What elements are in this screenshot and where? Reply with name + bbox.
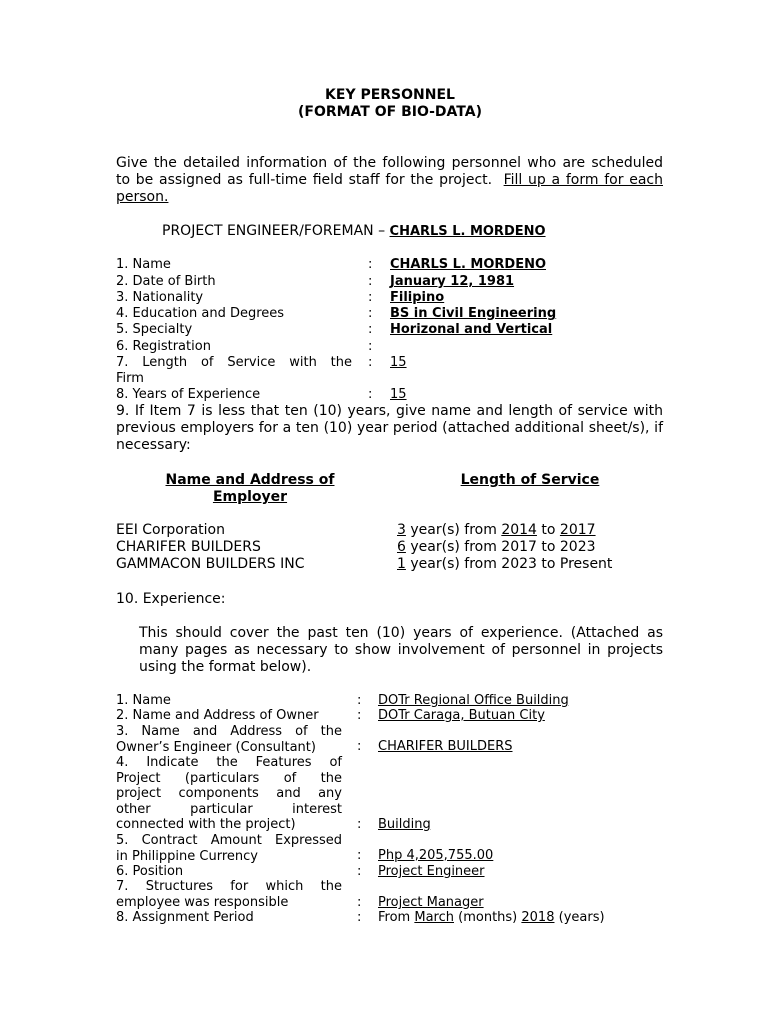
employer-years: 1 (397, 556, 406, 572)
employer-years: 3 (397, 522, 406, 538)
employer-name: GAMMACON BUILDERS INC (116, 556, 305, 572)
assignment-month: March (414, 910, 454, 925)
employer-length (397, 556, 612, 572)
page-title: KEY PERSONNEL (325, 87, 455, 103)
experience-description: This should cover the past ten (10) years of experience. (Attached as many pages as necessary to show involvement of personnel in projects using the format below). (139, 625, 663, 675)
colon: : (357, 910, 362, 925)
colon: : (368, 387, 373, 402)
bio-dob-value: January 12, 1981 (390, 274, 515, 289)
bio-education-value: BS in Civil Engineering (390, 306, 557, 321)
exp-consultant-value: CHARIFER BUILDERS (378, 739, 513, 754)
bio-length-label-line: 7. Length of Service with the (116, 355, 352, 370)
colon: : (357, 864, 362, 879)
exp-owner-label: 2. Name and Address of Owner (116, 708, 319, 723)
exp-assignment-label: 8. Assignment Period (116, 910, 254, 925)
employer-length-text: year(s) from 2023 to Present (410, 556, 613, 572)
colon: : (357, 708, 362, 723)
colon: : (368, 274, 373, 289)
exp-features-label-line: 4. Indicate the Features of (116, 755, 342, 770)
exp-features-value: Building (378, 817, 431, 832)
bio-nationality-label: 3. Nationality (116, 290, 204, 305)
exp-features-label (116, 755, 342, 833)
colon: : (357, 693, 362, 708)
exp-contract-label-line: in Philippine Currency (116, 848, 258, 864)
position-person-name: CHARLS L. MORDENO (389, 224, 546, 239)
exp-position-value: Project Engineer (378, 864, 485, 879)
employer-name: CHARIFER BUILDERS (116, 539, 261, 555)
bio-dob-label: 2. Date of Birth (116, 274, 216, 289)
assignment-months-word: (months) (458, 910, 518, 925)
colon: : (357, 848, 362, 863)
employer-length (397, 522, 596, 538)
bio-length-label-line: Firm (116, 370, 144, 386)
exp-features-label-line: connected with the project) (116, 817, 296, 832)
exp-assignment-value (378, 910, 605, 925)
item9-paragraph: 9. If Item 7 is less that ten (10) years, give name and length of service with previous employers for a ten (10) year period (attached additional sheet/s), if necessary: (116, 403, 663, 453)
assignment-from-word: From (378, 910, 411, 925)
exp-features-label-line: project components and any (116, 786, 342, 801)
exp-contract-label (116, 833, 342, 864)
exp-name-label: 1. Name (116, 693, 171, 708)
colon: : (357, 895, 362, 910)
exp-consultant-label-line: 3. Name and Address of the (116, 724, 342, 739)
colon: : (357, 817, 362, 832)
exp-contract-label-line: 5. Contract Amount Expressed (116, 833, 342, 848)
position-line (162, 223, 546, 239)
colon: : (368, 339, 373, 354)
bio-specialty-value: Horizonal and Vertical (390, 322, 553, 337)
exp-consultant-label (116, 724, 342, 755)
intro-text: Give the detailed information of the following personnel who are scheduled to be assigned as full-time field staff for the project. (116, 155, 663, 188)
colon: : (368, 290, 373, 305)
colon: : (357, 739, 362, 754)
employer-length (397, 539, 596, 555)
exp-structures-value: Project Manager (378, 895, 484, 910)
bio-registration-label: 6. Registration (116, 339, 211, 354)
position-label: PROJECT ENGINEER/FOREMAN – (162, 223, 386, 239)
exp-position-label: 6. Position (116, 864, 184, 879)
bio-education-label: 4. Education and Degrees (116, 306, 285, 321)
exp-name-value: DOTr Regional Office Building (378, 693, 569, 708)
colon: : (368, 257, 373, 272)
colon: : (368, 322, 373, 337)
colon: : (368, 355, 373, 370)
exp-consultant-label-line: Owner’s Engineer (Consultant) (116, 739, 316, 755)
employer-length-text: year(s) from 2017 to 2023 (410, 539, 596, 555)
exp-structures-label-line: 7. Structures for which the (116, 879, 342, 894)
bio-length-label (116, 355, 352, 386)
experience-heading: 10. Experience: (116, 591, 226, 607)
bio-specialty-label: 5. Specialty (116, 322, 193, 337)
assignment-year: 2018 (521, 910, 555, 925)
employer-header-name: Employer (212, 489, 288, 505)
employer-years: 6 (397, 539, 406, 555)
bio-name-label: 1. Name (116, 257, 171, 272)
employer-to-year: 2017 (559, 522, 596, 538)
colon: : (368, 306, 373, 321)
bio-years-value: 15 (390, 387, 407, 402)
bio-length-value: 15 (390, 355, 407, 370)
intro-paragraph (116, 155, 663, 206)
employer-header-length: Length of Service (460, 472, 600, 488)
employer-length-text: to (541, 522, 556, 538)
exp-features-label-line: Project (particulars of the (116, 770, 342, 786)
exp-structures-label (116, 879, 342, 910)
exp-features-label-line: other particular interest (116, 801, 342, 817)
exp-contract-value: Php 4,205,755.00 (378, 848, 494, 863)
bio-name-value: CHARLS L. MORDENO (390, 257, 547, 272)
assignment-years-word: (years) (558, 910, 605, 925)
bio-years-label: 8. Years of Experience (116, 387, 261, 402)
employer-from-year: 2014 (501, 522, 537, 538)
fill-note: Fill up a form for each person. (116, 172, 663, 205)
page-subtitle: (FORMAT OF BIO-DATA) (297, 104, 482, 120)
exp-owner-value: DOTr Caraga, Butuan City (378, 708, 545, 723)
employer-length-text: year(s) from (410, 522, 497, 538)
bio-nationality-value: Filipino (390, 290, 445, 305)
employer-name: EEI Corporation (116, 522, 225, 538)
employer-header-name: Name and Address of (165, 472, 335, 488)
exp-structures-label-line: employee was responsible (116, 894, 289, 910)
